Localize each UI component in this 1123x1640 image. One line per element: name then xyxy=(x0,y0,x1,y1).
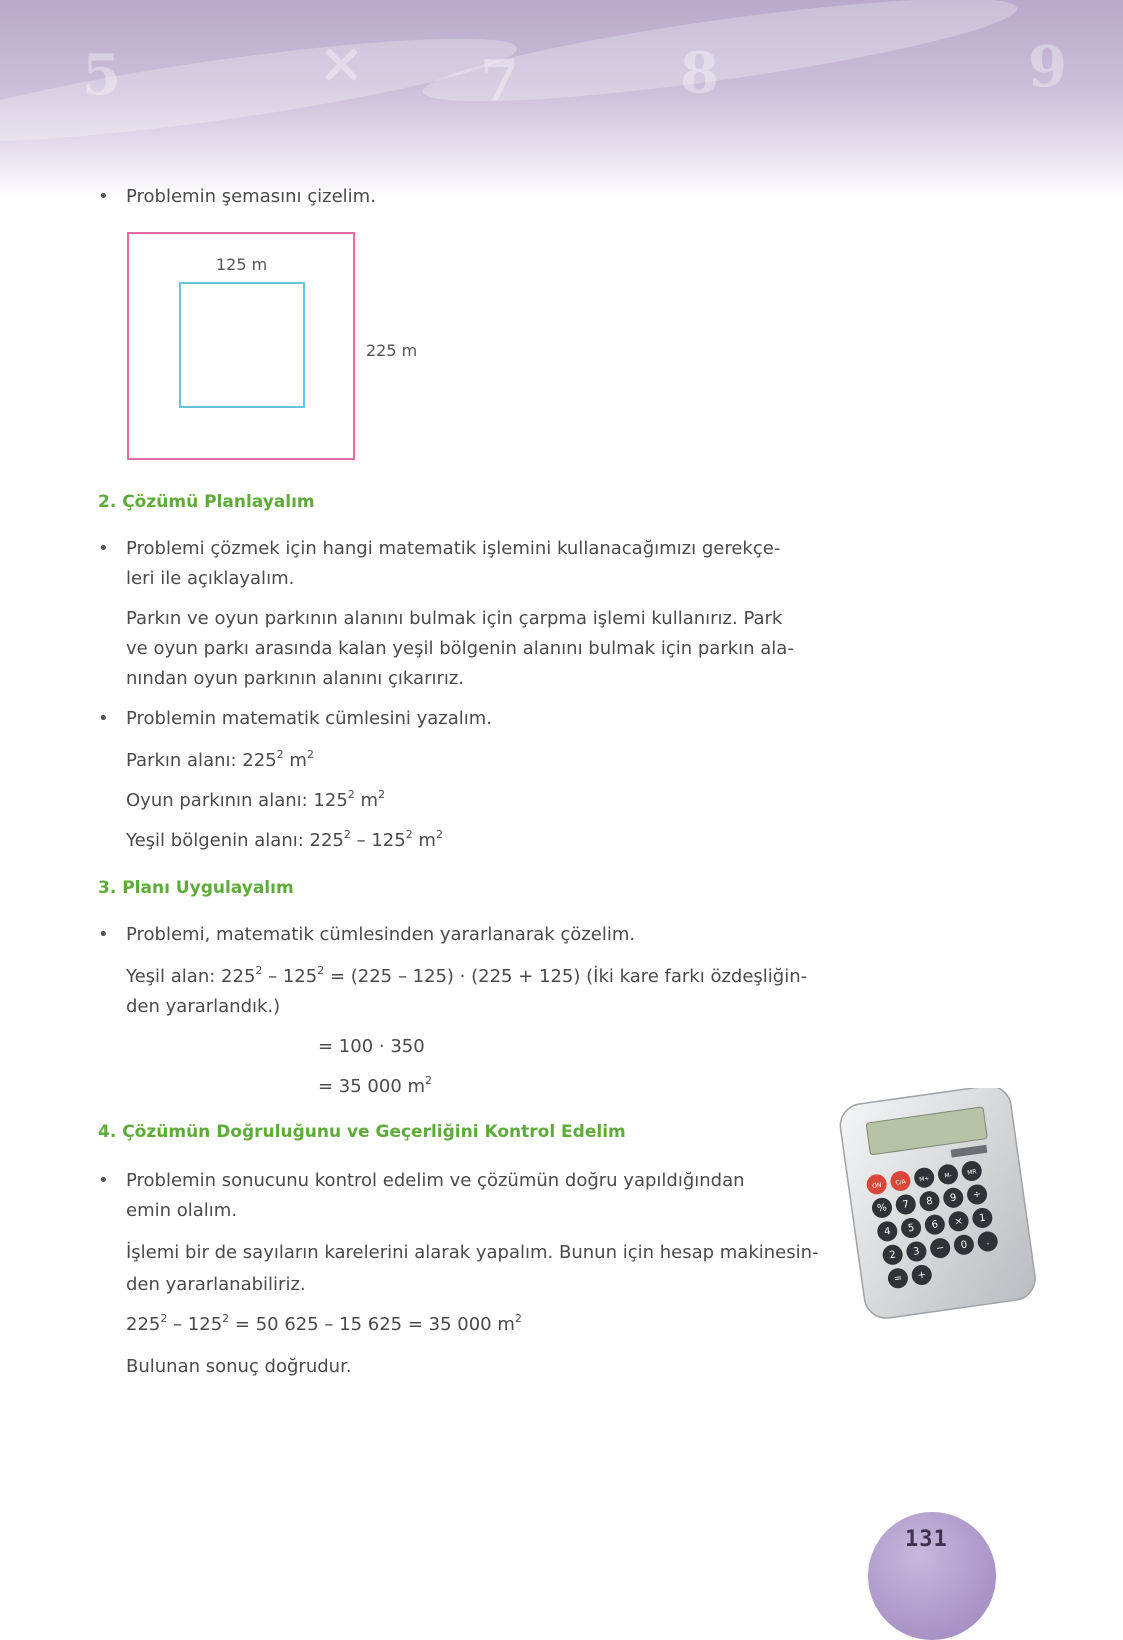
exponent: 2 xyxy=(222,1312,230,1325)
calculator-key-label: − xyxy=(935,1242,946,1255)
calculator-key-label: = xyxy=(893,1272,903,1285)
banner-digit: × xyxy=(318,30,365,96)
banner-digit: 7 xyxy=(480,48,519,114)
calculator-key-label: 1 xyxy=(978,1212,987,1225)
step2-bullet2: • Problemin matematik cümlesini yazalım. xyxy=(126,704,492,734)
playground-area-formula xyxy=(126,786,385,816)
calculator-key-label: M+ xyxy=(918,1174,930,1184)
unit: m xyxy=(354,790,379,811)
step3-result1: = 100 · 350 xyxy=(318,1036,425,1057)
playground-inner-square xyxy=(179,282,305,408)
exponent: 2 xyxy=(405,828,413,841)
equation-part: – 125 xyxy=(262,966,318,987)
green-area-label: Yeşil bölgenin alanı: 225 xyxy=(126,830,344,851)
calculator-key-label: % xyxy=(876,1202,888,1215)
exponent: 2 xyxy=(435,828,443,841)
equation-part: = 50 625 – 15 625 = 35 000 m xyxy=(229,1314,515,1335)
calculator-key-label: . xyxy=(985,1236,991,1248)
calculator-key-label: ON xyxy=(871,1181,882,1190)
step4-check-equation xyxy=(126,1310,522,1340)
equation-part: = (225 – 125) · (225 + 125) (İki kare farkı özdeşliğin- xyxy=(324,966,808,987)
calculator-key-label: M- xyxy=(944,1171,953,1180)
calculator-key-label: C/A xyxy=(895,1178,907,1187)
green-area-minus: – 125 xyxy=(350,830,406,851)
step3-result2 xyxy=(318,1072,432,1102)
step2-bullet1-line2: leri ile açıklayalım. xyxy=(126,568,295,589)
calculator-key-label: 8 xyxy=(925,1195,934,1208)
step4-paragraph-line2: den yararlanabiliriz. xyxy=(126,1274,306,1295)
banner-digit: 9 xyxy=(1028,34,1067,100)
step3-equation-line2: den yararlandık.) xyxy=(126,996,281,1017)
exponent: 2 xyxy=(160,1312,168,1325)
exponent: 2 xyxy=(317,964,325,977)
banner-digit: 5 xyxy=(82,42,121,108)
step4-heading: 4. Çözümün Doğruluğunu ve Geçerliğini Kontrol Edelim xyxy=(98,1122,626,1142)
step2-heading: 2. Çözümü Planlayalım xyxy=(98,492,315,512)
exponent: 2 xyxy=(514,1312,522,1325)
calculator-key-label: MR xyxy=(966,1168,978,1177)
exponent: 2 xyxy=(276,748,284,761)
exponent: 2 xyxy=(425,1074,433,1087)
park-area-formula xyxy=(126,746,314,776)
exponent: 2 xyxy=(343,828,351,841)
schema-bullet: • Problemin şemasını çizelim. xyxy=(126,182,376,212)
header-banner xyxy=(0,0,1123,200)
calculator-key-label: 0 xyxy=(960,1239,968,1252)
equation-part: Yeşil alan: 225 xyxy=(126,966,256,987)
step3-equation-line1 xyxy=(126,962,807,992)
exponent: 2 xyxy=(255,964,263,977)
park-area-label: Parkın alanı: 225 xyxy=(126,750,277,771)
calculator-key-label: 2 xyxy=(888,1249,897,1262)
green-area-formula xyxy=(126,826,443,856)
calculator-key-label: + xyxy=(916,1269,927,1282)
inner-dimension-label: 125 m xyxy=(216,255,268,274)
calculator-key-label: 7 xyxy=(901,1199,910,1211)
step4-paragraph-line1: İşlemi bir de sayıların karelerini alarak yapalım. Bunun için hesap makinesin- xyxy=(126,1242,819,1263)
step3-bullet: • Problemi, matematik cümlesinden yararlanarak çözelim. xyxy=(126,920,635,950)
calculator-key-label: 5 xyxy=(907,1222,916,1235)
step4-bullet-line1: • Problemin sonucunu kontrol edelim ve çözümün doğru yapıldığından xyxy=(126,1166,745,1196)
banner-digit: 8 xyxy=(680,40,719,106)
unit: m xyxy=(283,750,307,771)
calculator-key-label: ÷ xyxy=(972,1188,983,1201)
calculator-illustration xyxy=(838,1088,1038,1320)
outer-dimension-label: 225 m xyxy=(366,341,418,360)
playground-area-label: Oyun parkının alanı: 125 xyxy=(126,790,348,811)
page-number: 131 xyxy=(905,1527,948,1552)
step3-heading: 3. Planı Uygulayalım xyxy=(98,878,294,898)
equation-part: – 125 xyxy=(167,1314,223,1335)
step2-bullet1-line1: • Problemi çözmek için hangi matematik işlemini kullanacağımızı gerekçe- xyxy=(126,534,780,564)
calculator-key-label: 4 xyxy=(883,1225,892,1238)
step2-paragraph-line2: ve oyun parkı arasında kalan yeşil bölgenin alanını bulmak için parkın ala- xyxy=(126,638,794,659)
calculator-key-label: 6 xyxy=(930,1219,939,1232)
equation-part: 225 xyxy=(126,1314,161,1335)
unit: m xyxy=(412,830,436,851)
step4-conclusion: Bulunan sonuç doğrudur. xyxy=(126,1356,352,1377)
step2-paragraph-line1: Parkın ve oyun parkının alanını bulmak için çarpma işlemi kullanırız. Park xyxy=(126,608,783,629)
exponent: 2 xyxy=(347,788,355,801)
calculator-key-label: 9 xyxy=(949,1192,958,1205)
calculator-key-label: × xyxy=(953,1215,964,1228)
result-value: = 35 000 m xyxy=(318,1076,426,1097)
step2-paragraph-line3: nından oyun parkının alanını çıkarırız. xyxy=(126,668,465,689)
exponent: 2 xyxy=(378,788,386,801)
step4-bullet-line2: emin olalım. xyxy=(126,1200,238,1221)
exponent: 2 xyxy=(306,748,314,761)
calculator-key-label: 3 xyxy=(912,1246,921,1258)
